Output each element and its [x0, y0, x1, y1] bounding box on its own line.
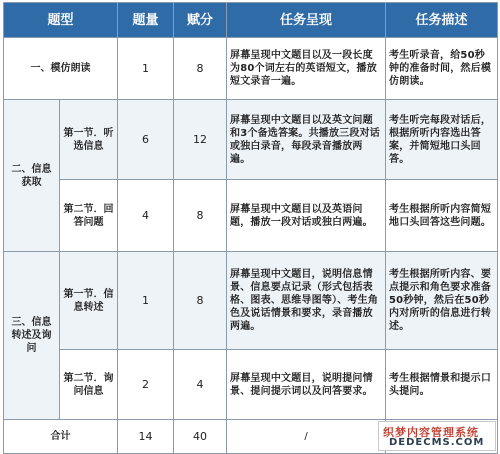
header-score: 赋分	[174, 3, 227, 38]
watermark-line2: DEDECMS.COM	[389, 437, 485, 448]
section-cell: 第一节．信息转述	[60, 252, 118, 350]
header-description: 任务描述	[386, 3, 498, 38]
group-cell: 二、信息获取	[4, 100, 60, 252]
count-cell: 6	[118, 100, 174, 180]
total-label: 合计	[4, 420, 118, 454]
score-cell: 8	[174, 180, 227, 252]
exam-structure-table	[3, 2, 498, 454]
score-cell: 8	[174, 252, 227, 350]
description-cell: 考生听录音，给50秒钟的准备时间，然后模仿朗读。	[386, 38, 498, 100]
task-cell: 屏幕呈现中文题目以及英语问题，播放一段对话或独白两遍。	[227, 180, 386, 252]
task-cell: 屏幕呈现中文题目以及一段长度为80个词左右的英语短文，播放短文录音一遍。	[227, 38, 386, 100]
table-row	[4, 252, 498, 350]
task-cell: 屏幕呈现中文题目，说明提问情景、提问提示词以及问答要求。	[227, 350, 386, 420]
count-cell: 1	[118, 38, 174, 100]
score-cell: 8	[174, 38, 227, 100]
description-cell: 考生听完每段对话后，根据所听内容选出答案，并简短地口头回答。	[386, 100, 498, 180]
task-cell: 屏幕呈现中文题目，说明信息情景、信息要点记录（形式包括表格、图表、思维导图等）、考生角色及说话情景和要求，录音播放两遍。	[227, 252, 386, 350]
header-count: 题量	[118, 3, 174, 38]
task-cell: 屏幕呈现中文题目以及英文问题和3个备选答案。共播放三段对话或独白录音，每段录音播放两遍。	[227, 100, 386, 180]
score-cell: 12	[174, 100, 227, 180]
total-count: 14	[118, 420, 174, 454]
table-row	[4, 38, 498, 100]
header-type: 题型	[4, 3, 118, 38]
section-cell: 第二节．回答问题	[60, 180, 118, 252]
count-cell: 4	[118, 180, 174, 252]
section-cell: 第一节．听选信息	[60, 100, 118, 180]
score-cell: 4	[174, 350, 227, 420]
count-cell: 1	[118, 252, 174, 350]
description-cell: 考生根据情景和提示口头提问。	[386, 350, 498, 420]
table-row	[4, 180, 498, 252]
total-score: 40	[174, 420, 227, 454]
watermark-logo	[378, 421, 496, 451]
description-cell: 考生根据所听内容简短地口头回答这些问题。	[386, 180, 498, 252]
header-task: 任务呈现	[227, 3, 386, 38]
header-row	[4, 3, 498, 38]
description-cell: 考生根据所听内容、要点提示和角色要求准备50秒钟，然后在50秒内对所听的信息进行转述。	[386, 252, 498, 350]
table-row	[4, 100, 498, 180]
section-cell: 第二节．询问信息	[60, 350, 118, 420]
total-task: /	[227, 420, 386, 454]
table-row	[4, 350, 498, 420]
count-cell: 2	[118, 350, 174, 420]
watermark-line1: 织梦内容管理系统	[383, 426, 479, 439]
group-cell: 三、信息转述及询问	[4, 252, 60, 420]
question-type-cell: 一、模仿朗读	[4, 38, 118, 100]
